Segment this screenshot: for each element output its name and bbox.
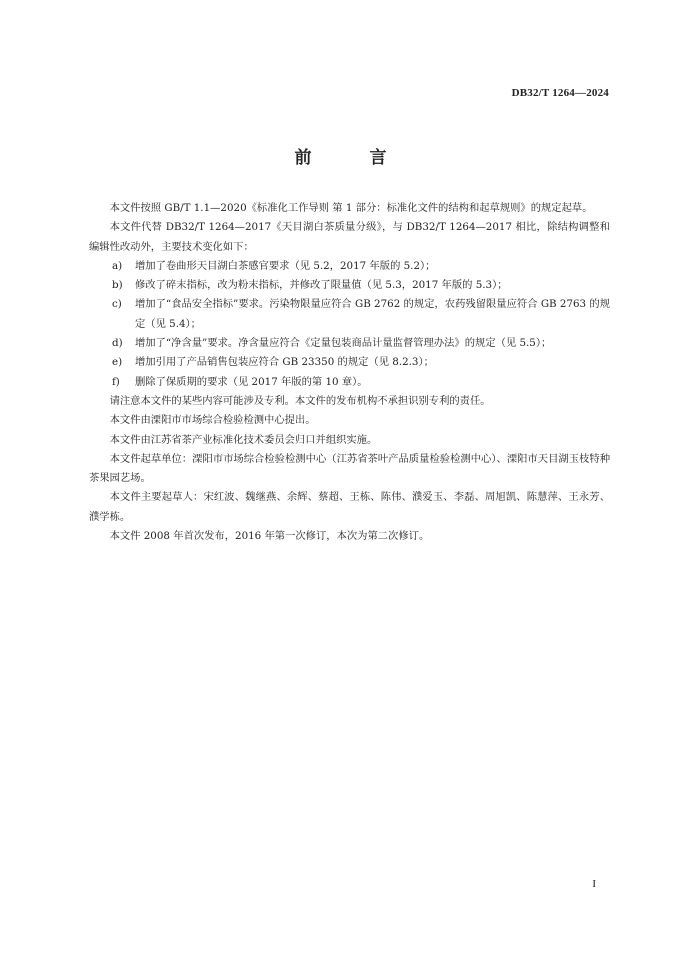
- intro-paragraph-1: 本文件按照 GB/T 1.1—2020《标准化工作导则 第 1 部分：标准化文件的结构和起草规则》的规定起草。: [109, 202, 593, 214]
- list-item: [89, 353, 610, 372]
- list-item-text: 增加了卷曲形天目湖白茶感官要求（见 5.2，2017 年版的 5.2）；: [135, 259, 436, 272]
- list-item-text: 删除了保质期的要求（见 2017 年版的第 10 章）。: [135, 375, 368, 388]
- list-item-text: 增加了“净含量”要求。净含量应符合《定量包装商品计量监督管理办法》的规定（见 5.5）；: [135, 337, 552, 350]
- list-marker: c): [112, 298, 122, 311]
- proposer-paragraph: 本文件由溧阳市市场综合检验检测中心提出。: [109, 414, 316, 427]
- intro-paragraph-2: 本文件代替 DB32/T 1264—2017《天目湖白茶质量分级》，与 DB32/T 1264—2017 相比，除结构调整和编辑性改动外，主要技术变化如下：: [89, 221, 610, 253]
- list-item-text: 增加了“食品安全指标”要求。污染物限量应符合 GB 2762 的规定，农药残留限量应符合 GB 2763 的规定（见 5.4）；: [135, 298, 610, 330]
- list-item: [89, 373, 610, 392]
- list-item: [89, 295, 610, 334]
- administrator-paragraph: 本文件由江苏省茶产业标准化技术委员会归口并组织实施。: [109, 433, 378, 446]
- list-item: [89, 276, 610, 295]
- list-item-text: 修改了碎末指标，改为粉末指标，并修改了限量值（见 5.3，2017 年版的 5.3）；: [135, 279, 508, 292]
- foreword-body: [89, 199, 610, 546]
- list-marker: b): [112, 279, 123, 292]
- standard-code: DB32/T 1264—2024: [511, 87, 609, 99]
- patent-notice: 请注意本文件的某些内容可能涉及专利。本文件的发布机构不承担识别专利的责任。: [109, 394, 491, 407]
- list-item: [89, 334, 610, 353]
- list-item-text: 增加引用了产品销售包装应符合 GB 23350 的规定（见 8.2.3）；: [135, 356, 434, 369]
- changes-list: [89, 257, 610, 392]
- list-item: [89, 257, 610, 276]
- drafting-units-paragraph: 本文件起草单位：溧阳市市场综合检验检测中心（江苏省茶叶产品质量检验检测中心）、溧阳市天目湖玉枝特种茶果园艺场。: [89, 452, 610, 485]
- revision-history-paragraph: 本文件 2008 年首次发布，2016 年第一次修订，本次为第二次修订。: [109, 530, 430, 543]
- list-marker: f): [112, 375, 120, 388]
- page-number: I: [592, 878, 596, 890]
- list-marker: e): [112, 356, 123, 369]
- drafters-paragraph: 本文件主要起草人：宋红波、魏继燕、余辉、蔡超、王栋、陈伟、濮爱玉、李磊、周旭凯、陈慧萍、王永芳、濮学栋。: [89, 491, 610, 523]
- list-marker: a): [112, 259, 123, 272]
- list-marker: d): [112, 337, 123, 350]
- page-title: 前 言: [294, 148, 413, 168]
